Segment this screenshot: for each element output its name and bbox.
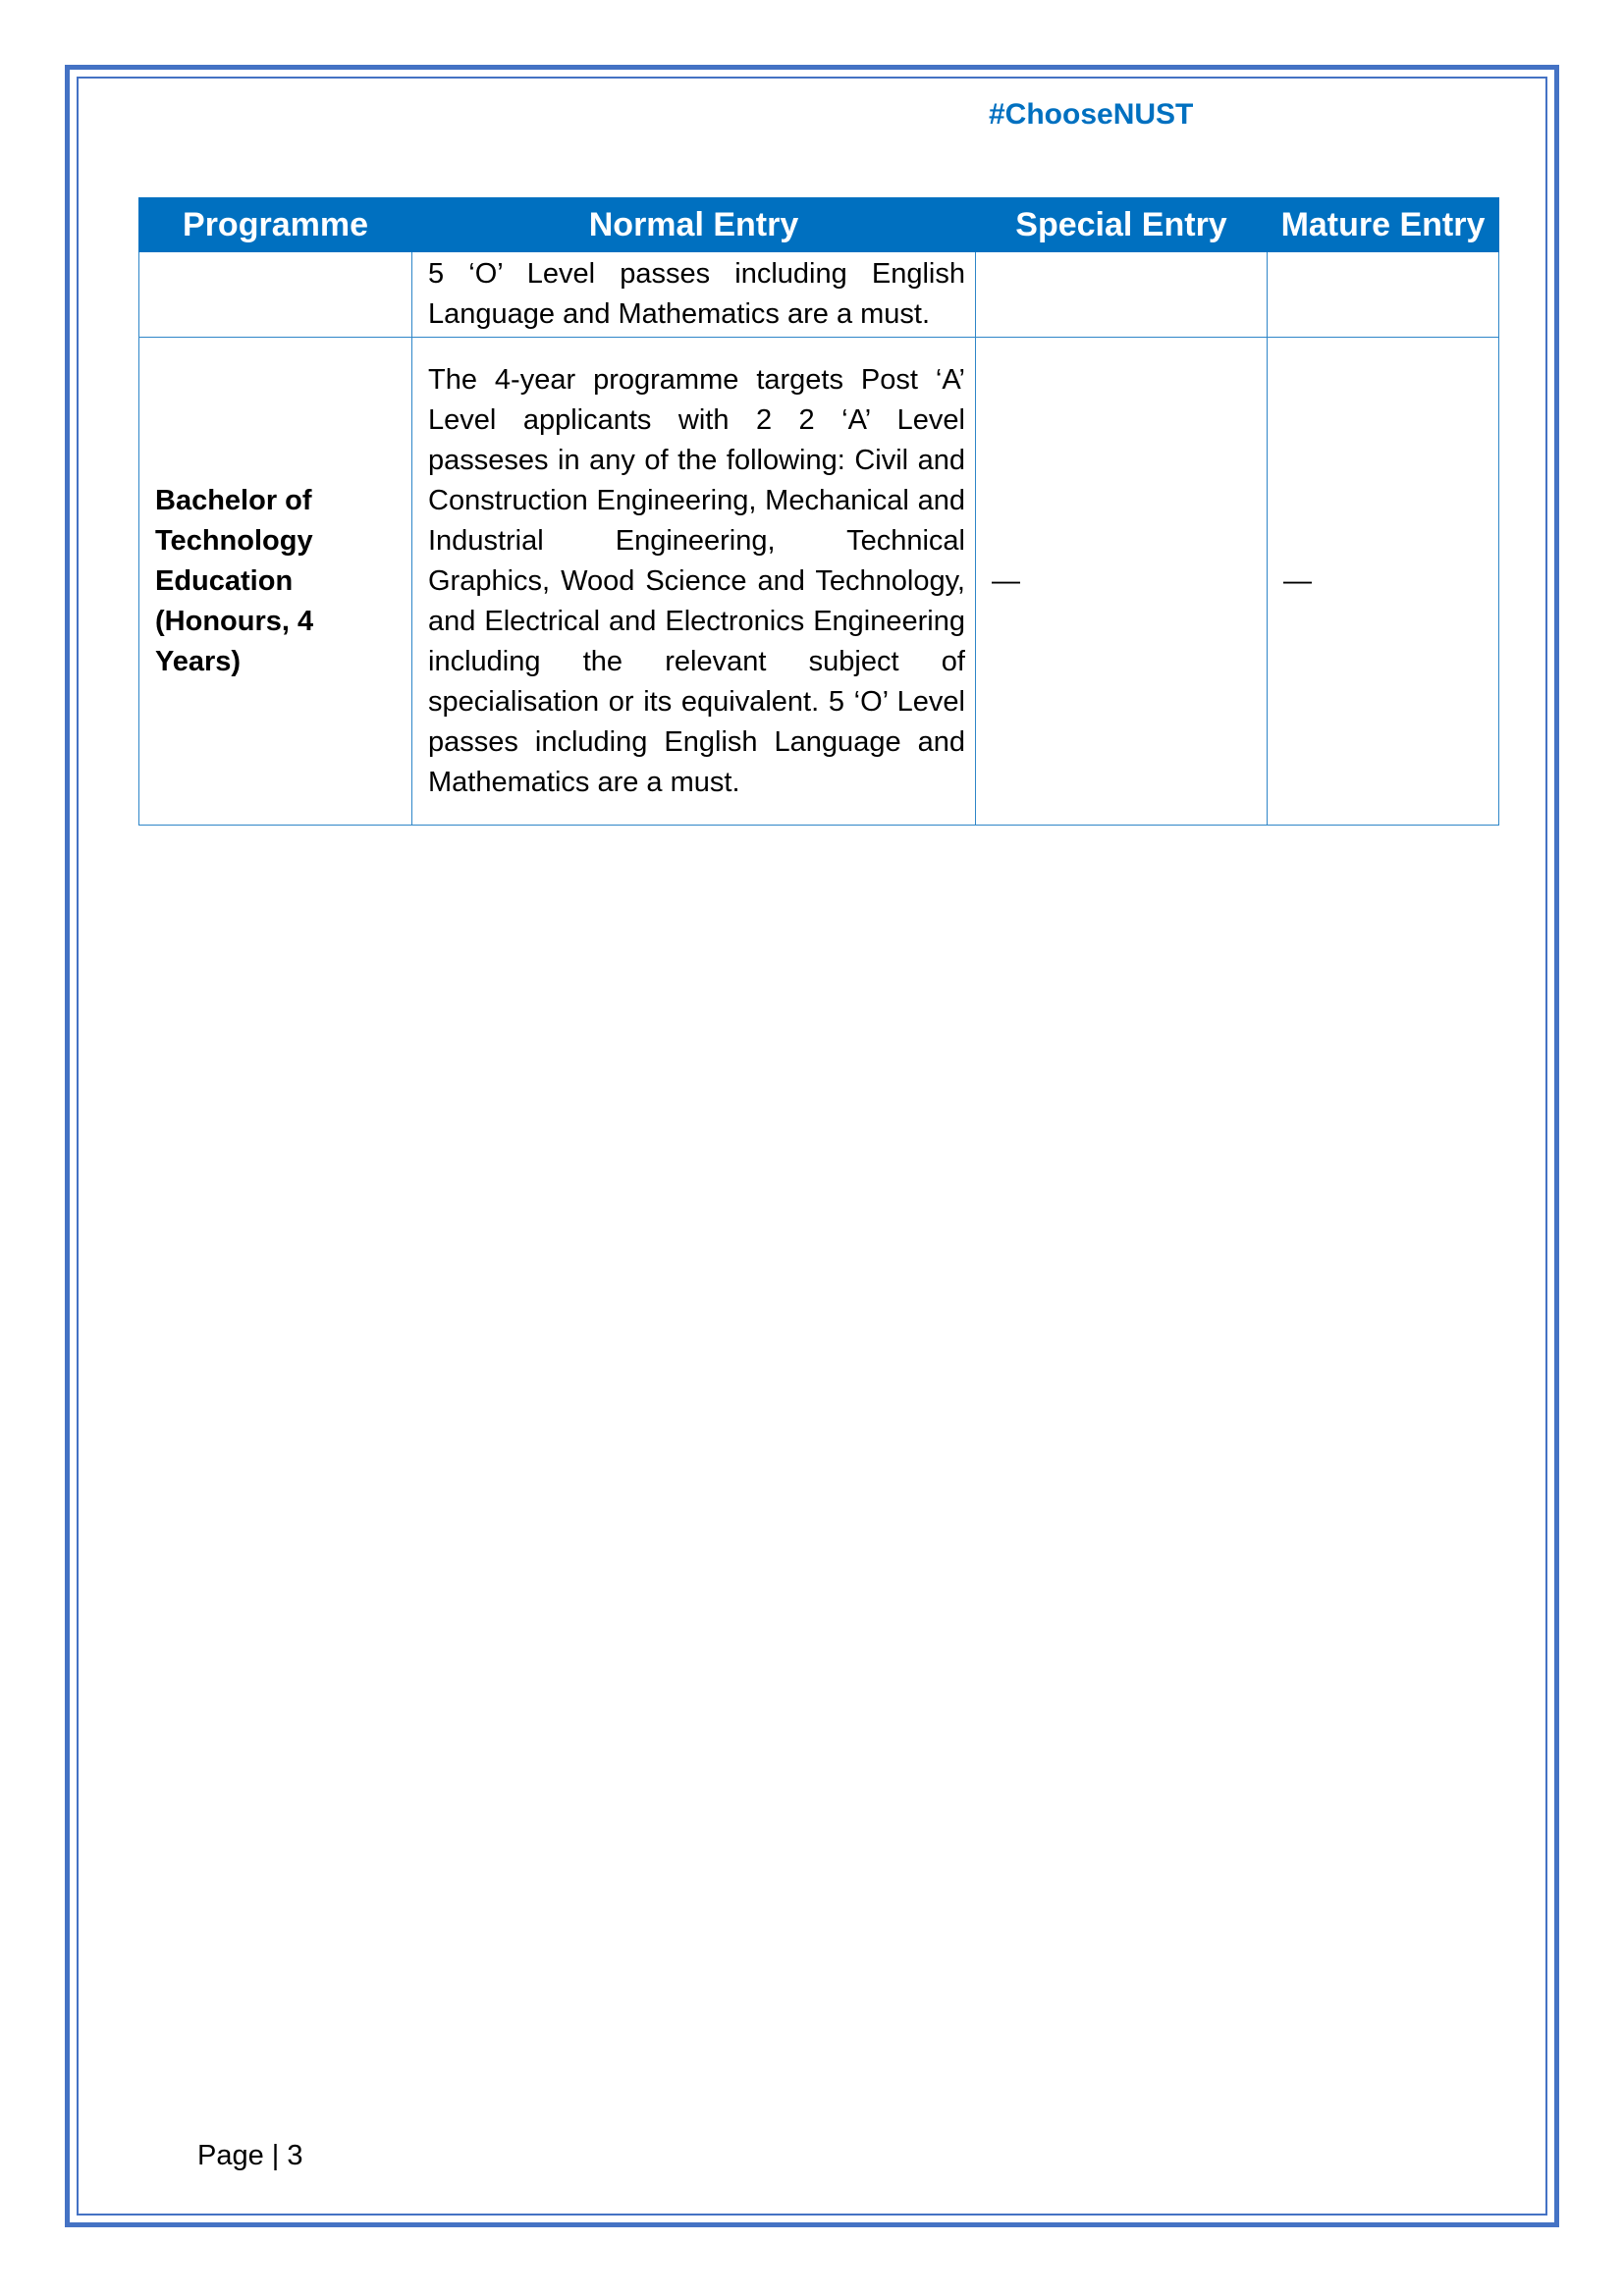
programme-name-line: (Honours, 4 Years) [155,605,314,677]
column-header-programme: Programme [139,198,412,252]
programme-name-line: Bachelor of [155,484,312,516]
normal-entry-cell: 5 ‘O’ Level passes including English Language and Mathematics are a must. [412,252,976,338]
special-entry-cell: — [976,338,1268,826]
mature-entry-cell: — [1268,338,1499,826]
table-header-row [139,198,1499,252]
normal-entry-cell: The 4-year programme targets Post ‘A’ Level applicants with 2 2 ‘A’ Level passeses in any of the following: Civil and Construction Engineering, Mechanical and Industrial Engineering, Technical Graphics, Wood Science and Technology, and Electrical and Electronics Engineering including the relevant subject of specialisation or its equivalent. 5 ‘O’ Level passes including English Language and Mathematics are a must. [412,338,976,826]
programme-name-line: Technology [155,524,313,557]
header-hashtag: #ChooseNUST [989,98,1194,131]
column-header-mature-entry: Mature Entry [1268,198,1499,252]
entry-requirements-table [138,197,1499,826]
column-header-special-entry: Special Entry [976,198,1268,252]
programme-name-line: Education [155,564,294,597]
programme-cell [139,252,412,338]
page-number: Page | 3 [197,2140,303,2171]
programme-cell [139,338,412,826]
special-entry-cell [976,252,1268,338]
column-header-normal-entry: Normal Entry [412,198,976,252]
table-row [139,338,1499,826]
mature-entry-cell [1268,252,1499,338]
table-row [139,252,1499,338]
